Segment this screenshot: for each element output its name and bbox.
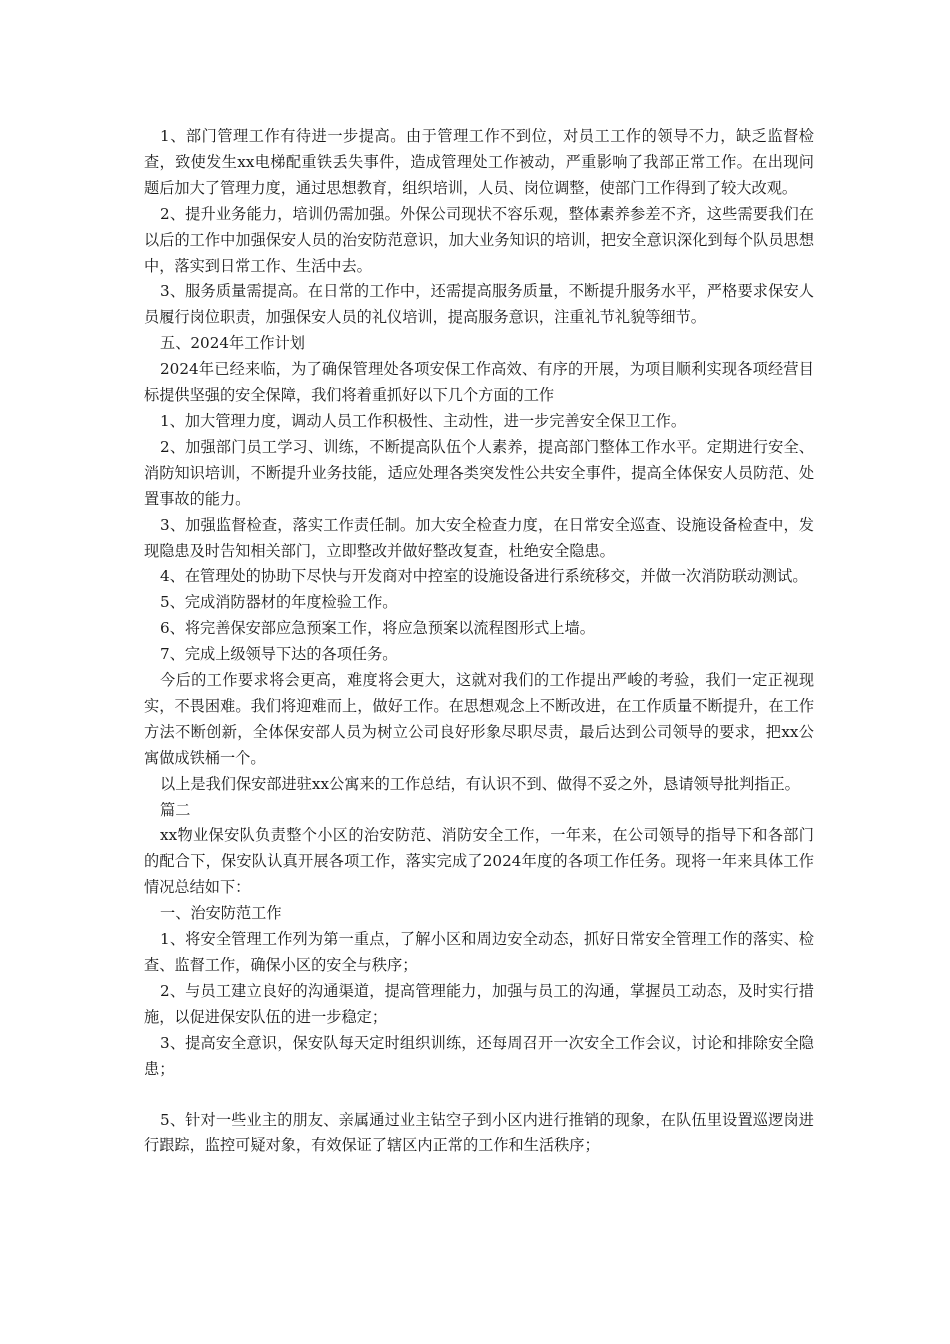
list-item: 4、在管理处的协助下尽快与开发商对中控室的设施设备进行系统移交，并做一次消防联动测试。 <box>160 567 808 586</box>
list-item: 2、与员工建立良好的沟通渠道，提高管理能力，加强与员工的沟通，掌握员工动态，及时实行措施，以促进保安队伍的进一步稳定； <box>144 981 814 1026</box>
list-item: 2、加强部门员工学习、训练，不断提高队伍个人素养，提高部门整体工作水平。定期进行安全、消防知识培训，不断提升业务技能，适应处理各类突发性公共安全事件，提高全体保安人员防范、处置事故的能力。 <box>144 437 814 508</box>
paragraph: 2、提升业务能力，培训仍需加强。外保公司现状不容乐观，整体素养参差不齐，这些需要我们在以后的工作中加强保安人员的治安防范意识，加大业务知识的培训，把安全意识深化到每个队员思想中，落实到日常工作、生活中去。 <box>144 204 814 275</box>
list-item: 6、将完善保安部应急预案工作，将应急预案以流程图形式上墙。 <box>160 619 595 638</box>
paragraph: 1、部门管理工作有待进一步提高。由于管理工作不到位，对员工工作的领导不力，缺乏监督检查，致使发生xx电梯配重铁丢失事件，造成管理处工作被动，严重影响了我部正常工作。在出现问题后加大了管理力度，通过思想教育，组织培训，人员、岗位调整，使部门工作得到了较大改观。 <box>144 127 814 197</box>
document-page <box>144 124 814 1159</box>
list-item: 5、针对一些业主的朋友、亲属通过业主钻空子到小区内进行推销的现象，在队伍里设置巡逻岗进行跟踪，监控可疑对象，有效保证了辖区内正常的工作和生活秩序； <box>144 1110 814 1155</box>
paragraph: 今后的工作要求将会更高，难度将会更大，这就对我们的工作提出严峻的考验，我们一定正视现实，不畏困难。我们将迎难而上，做好工作。在思想观念上不断改进，在工作质量不断提升，在工作方法不断创新，全体保安部人员为树立公司良好形象尽职尽责，最后达到公司领导的要求，把xx公寓做成铁桶一个。 <box>144 671 814 767</box>
list-item: 1、加大管理力度，调动人员工作积极性、主动性，进一步完善安全保卫工作。 <box>160 411 687 430</box>
paragraph: xx物业保安队负责整个小区的治安防范、消防安全工作，一年来，在公司领导的指导下和各部门的配合下，保安队认真开展各项工作，落实完成了2024年度的各项工作任务。现将一年来具体工作情况总结如下： <box>144 826 814 897</box>
paragraph: 3、服务质量需提高。在日常的工作中，还需提高服务质量，不断提升服务水平，严格要求保安人员履行岗位职责，加强保安人员的礼仪培训，提高服务意识，注重礼节礼貌等细节。 <box>144 282 814 327</box>
list-item: 1、将安全管理工作列为第一重点，了解小区和周边安全动态，抓好日常安全管理工作的落实、检查、监督工作，确保小区的安全与秩序； <box>144 930 814 974</box>
section-heading: 篇二 <box>160 800 191 819</box>
list-item: 7、完成上级领导下达的各项任务。 <box>160 645 398 664</box>
section-heading: 一、治安防范工作 <box>160 904 282 923</box>
list-item: 3、加强监督检查，落实工作责任制。加大安全检查力度，在日常安全巡查、设施设备检查中，发现隐患及时告知相关部门，立即整改并做好整改复查，杜绝安全隐患。 <box>144 515 814 560</box>
list-item: 3、提高安全意识，保安队每天定时组织训练，还每周召开一次安全工作会议，讨论和排除安全隐患； <box>144 1033 814 1078</box>
paragraph: 以上是我们保安部进驻xx公寓来的工作总结，有认识不到、做得不妥之外，恳请领导批判指正。 <box>160 774 800 793</box>
section-heading: 五、2024年工作计划 <box>160 334 305 353</box>
list-item: 5、完成消防器材的年度检验工作。 <box>160 593 398 612</box>
paragraph: 2024年已经来临，为了确保管理处各项安保工作高效、有序的开展，为项目顺利实现各项经营目标提供坚强的安全保障，我们将着重抓好以下几个方面的工作 <box>144 360 814 405</box>
blank-line <box>144 1083 814 1108</box>
